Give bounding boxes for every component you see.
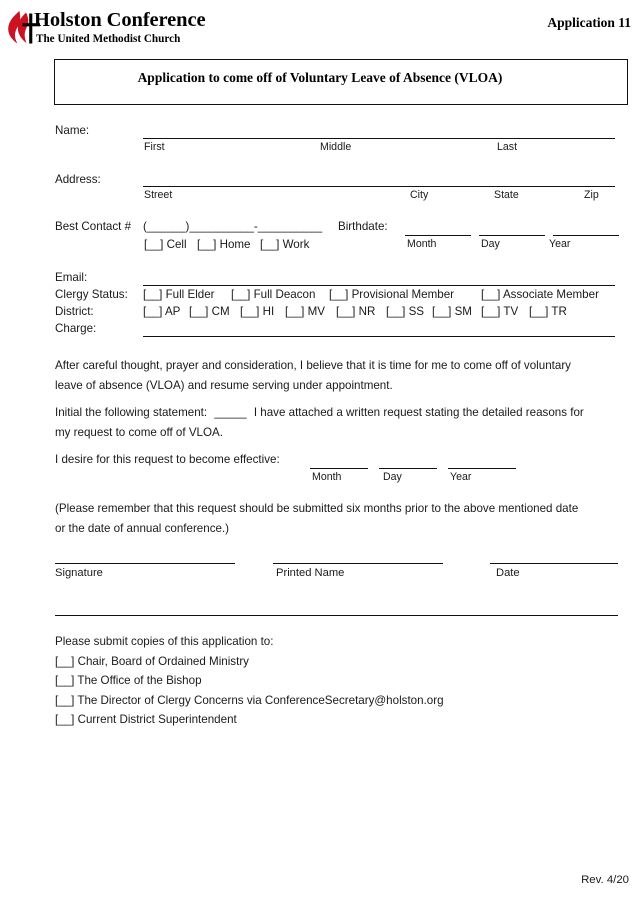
date-caption: Date [496,567,520,579]
checkbox-cm[interactable]: [__] [189,305,209,318]
initial-statement-text: I have attached a written request stating the detailed reasons for [253,406,584,419]
clergy-status-full-elder-label: Full Elder [165,288,215,301]
submission-item-chair-bom[interactable] [55,652,615,672]
address-caption-street: Street [144,189,173,201]
name-caption-last: Last [497,141,518,153]
district-option-tr[interactable] [529,305,567,319]
birthdate-caption-day: Day [481,238,500,250]
contact-phone-area: (______) [143,220,190,233]
submission-item-director-clergy-concerns-label: The Director of Clergy Concerns via ConferenceSecretary@holston.org [77,693,444,707]
district-option-ss[interactable] [386,305,424,319]
birthdate-caption-month: Month [407,238,437,250]
effective-year-input[interactable] [448,468,516,469]
checkbox-tv[interactable]: [__] [481,305,501,318]
submission-item-district-superintendent[interactable] [55,710,615,730]
birthdate-year-input[interactable] [553,235,619,236]
note-line-1: (Please remember that this request should be submitted six months prior to the above mentioned date [55,502,579,515]
birthdate-caption-year: Year [549,238,571,250]
submission-item-office-of-bishop-label: The Office of the Bishop [77,674,202,688]
logo-wordmark [34,9,205,46]
effective-month-input[interactable] [310,468,368,469]
effective-date-label: I desire for this request to become effective: [55,453,280,466]
district-option-hi[interactable] [240,305,274,319]
district-tr-label: TR [551,305,567,318]
address-label: Address: [55,173,101,186]
page-title: Application to come off of Voluntary Leave of Absence (VLOA) [137,70,503,85]
address-caption-state: State [494,189,519,201]
signature-input[interactable] [55,563,235,564]
checkbox-full-elder[interactable]: [__] [143,288,163,301]
district-ap-label: AP [164,305,181,318]
district-option-ap[interactable] [143,305,180,319]
contact-type-home[interactable] [197,238,251,252]
contact-phone-input[interactable] [143,220,322,234]
submission-heading: Please submit copies of this application to: [55,635,274,648]
initial-paragraph [55,403,630,442]
checkbox-chair-bom[interactable]: [__] [55,654,75,668]
logo-subtitle: The United Methodist Church [36,33,181,45]
section-divider [55,615,618,616]
district-option-mv[interactable] [285,305,325,319]
contact-label: Best Contact # [55,220,132,233]
printed-name-input[interactable] [273,563,443,564]
checkbox-associate-member[interactable]: [__] [481,288,501,301]
effective-caption-day: Day [383,471,402,483]
checkbox-ap[interactable]: [__] [143,305,163,318]
checkbox-nr[interactable]: [__] [336,305,356,318]
name-caption-first: First [144,141,165,153]
effective-day-input[interactable] [379,468,437,469]
contact-type-cell-label: Cell [166,238,187,251]
logo-title: Holston Conference [34,9,206,31]
clergy-status-option-provisional-member[interactable] [329,288,454,302]
contact-type-home-label: Home [219,238,251,251]
initial-label: Initial the following statement: [55,406,208,419]
email-input[interactable] [143,285,615,286]
clergy-status-provisional-member-label: Provisional Member [351,288,455,301]
birthdate-label: Birthdate: [338,220,388,233]
date-input[interactable] [490,563,618,564]
name-label: Name: [55,124,90,137]
checkbox-provisional-member[interactable]: [__] [329,288,349,301]
statement-line-1: After careful thought, prayer and consideration, I believe that it is time for me to come off of voluntary [55,359,571,372]
address-caption-zip: Zip [584,189,599,201]
effective-caption-year: Year [450,471,472,483]
contact-type-work-label: Work [282,238,310,251]
clergy-status-option-full-deacon[interactable] [231,288,315,302]
checkbox-mv[interactable]: [__] [285,305,305,318]
checkbox-hi[interactable]: [__] [240,305,260,318]
checkbox-office-of-bishop[interactable]: [__] [55,674,75,688]
initial-line-2: my request to come off of VLOA. [55,425,223,439]
submission-item-chair-bom-label: Chair, Board of Ordained Ministry [77,654,249,668]
district-tv-label: TV [503,305,519,318]
name-input[interactable] [143,138,615,139]
contact-phone-line: __________ [257,220,323,233]
contact-type-work[interactable] [260,238,309,252]
charge-label: Charge: [55,322,97,335]
statement-paragraph [55,356,630,395]
contact-phone-dash: - [253,220,258,233]
checkbox-sm[interactable]: [__] [432,305,452,318]
checkbox-ss[interactable]: [__] [386,305,406,318]
district-hi-label: HI [262,305,275,318]
district-nr-label: NR [358,305,376,318]
name-caption-middle: Middle [320,141,352,153]
district-option-cm[interactable] [189,305,230,319]
contact-type-cell[interactable] [144,238,187,252]
checkbox-home[interactable]: [__] [197,238,217,251]
statement-line-2: leave of absence (VLOA) and resume serving under appointment. [55,378,393,392]
checkbox-cell[interactable]: [__] [144,238,164,251]
district-option-sm[interactable] [432,305,472,319]
initial-blank-input[interactable]: _____ [214,406,247,419]
submission-item-district-superintendent-label: Current District Superintendent [77,713,237,727]
signature-caption: Signature [55,567,103,579]
checkbox-director-clergy-concerns[interactable]: [__] [55,693,75,707]
note-line-2: or the date of annual conference.) [55,521,230,535]
submission-instructions [55,632,615,730]
submission-item-director-clergy-concerns[interactable] [55,691,615,711]
printed-name-caption: Printed Name [276,567,345,579]
district-sm-label: SM [454,305,472,318]
checkbox-full-deacon[interactable]: [__] [231,288,251,301]
district-label: District: [55,305,94,318]
clergy-status-associate-member-label: Associate Member [502,288,599,301]
checkbox-work[interactable]: [__] [260,238,280,251]
address-caption-city: City [410,189,429,201]
holston-conference-logo [6,9,206,49]
contact-phone-prefix: __________ [189,220,254,233]
note-paragraph [55,499,635,538]
birthdate-day-input[interactable] [479,235,545,236]
revision-footer: Rev. 4/20 [581,874,629,886]
submission-item-office-of-bishop[interactable] [55,671,615,691]
form-title-box [54,59,628,105]
effective-caption-month: Month [312,471,342,483]
initial-line-1 [55,403,630,423]
page-header [0,0,639,52]
district-option-tv[interactable] [481,305,518,319]
address-input[interactable] [143,186,615,187]
district-cm-label: CM [211,305,230,318]
checkbox-tr[interactable]: [__] [529,305,549,318]
clergy-status-label: Clergy Status: [55,288,128,301]
clergy-status-option-full-elder[interactable] [143,288,215,302]
birthdate-month-input[interactable] [405,235,471,236]
district-option-nr[interactable] [336,305,375,319]
district-mv-label: MV [307,305,325,318]
application-number: Application 11 [547,15,631,30]
district-ss-label: SS [408,305,425,318]
charge-input[interactable] [143,336,615,337]
email-label: Email: [55,271,88,284]
checkbox-district-superintendent[interactable]: [__] [55,713,75,727]
clergy-status-full-deacon-label: Full Deacon [253,288,316,301]
clergy-status-option-associate-member[interactable] [481,288,599,302]
